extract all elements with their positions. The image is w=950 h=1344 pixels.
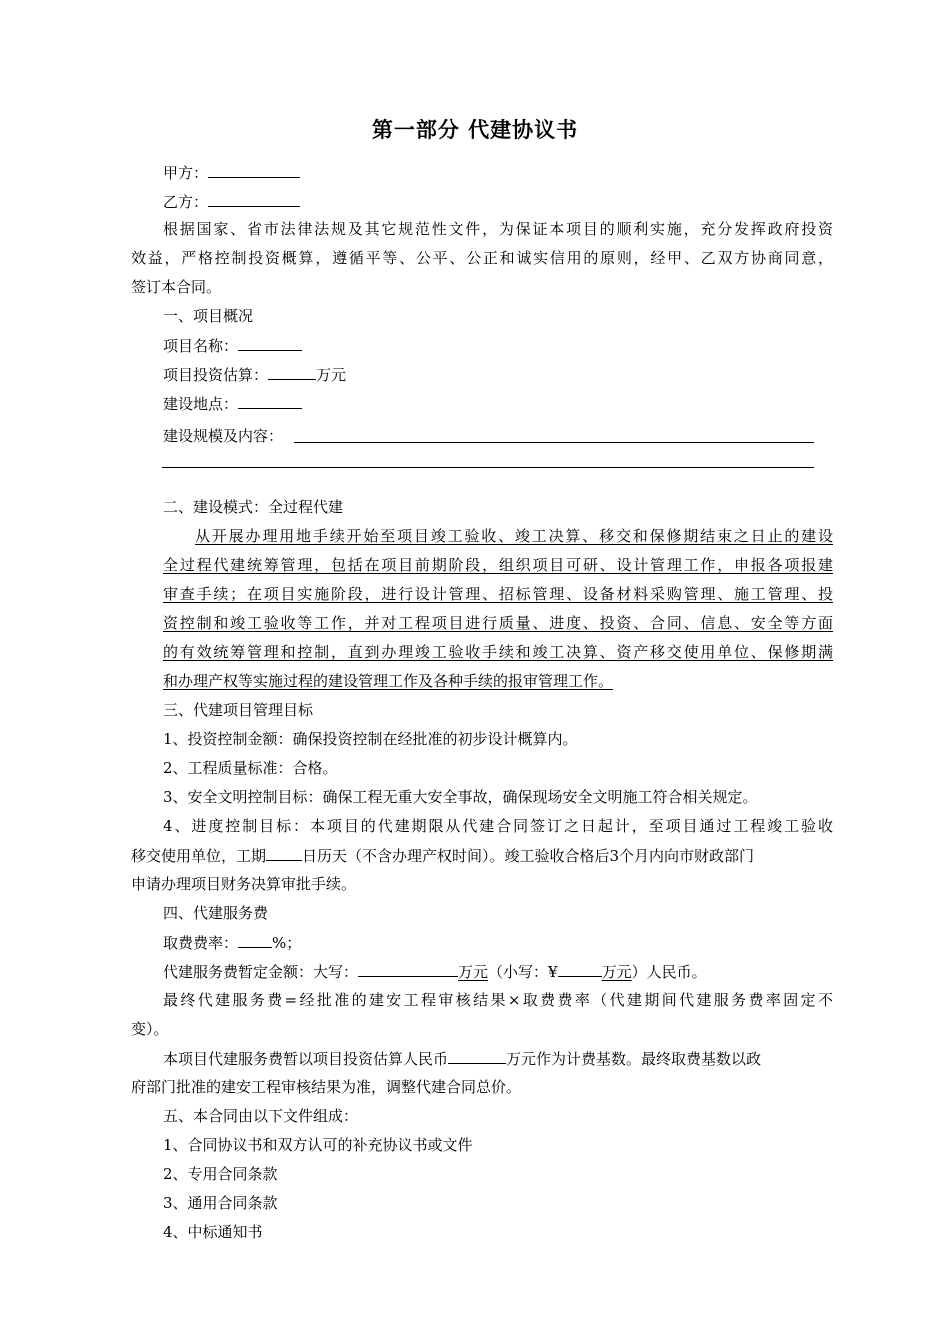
fee-amount-words-unit: 万元	[458, 963, 489, 981]
sec2-line-6: 和办理产权等实施过程的建设管理工作及各种手续的报审管理工作。	[163, 672, 614, 690]
sec2-line-3: 审查手续；在项目实施阶段，进行设计管理、招标管理、设备材料采购管理、施工管理、投	[163, 585, 833, 603]
project-scale-blank-1[interactable]	[294, 442, 814, 443]
fee-amount-figure-blank[interactable]	[558, 961, 602, 977]
party-b-line	[163, 191, 300, 212]
project-scale-label: 建设规模及内容：	[163, 427, 284, 445]
party-a-label: 甲方：	[163, 164, 209, 182]
section-5-heading: 五、本合同由以下文件组成：	[163, 1107, 359, 1125]
party-b-label: 乙方：	[163, 193, 209, 211]
fee-amount-figure-label: （小写：¥	[488, 963, 558, 981]
sec2-line-1: 从开展办理用地手续开始至项目竣工验收、竣工决算、移交和保修期结束之日止的建设	[195, 527, 833, 545]
fee-amount-figure-unit: 万元	[601, 963, 632, 981]
sec3-item-2: 2、工程质量标准：合格。	[163, 759, 338, 777]
sec3-item-4-line-2	[131, 845, 833, 866]
intro-line-3: 签订本合同。	[131, 278, 222, 296]
sec5-item-3: 3、通用合同条款	[163, 1194, 278, 1212]
project-name-line	[163, 335, 302, 356]
sec2-line-5: 的有效统筹管理和控制，直到办理竣工验收手续和竣工决算、资产移交使用单位、保修期满	[163, 643, 833, 661]
project-scale-blank-2[interactable]	[162, 467, 814, 468]
party-b-blank[interactable]	[208, 191, 300, 207]
fee-rate-label: 取费费率：	[163, 934, 239, 952]
project-name-blank[interactable]	[238, 335, 302, 351]
project-name-label: 项目名称：	[163, 337, 239, 355]
sec3-item-4-line-3: 申请办理项目财务决算审批手续。	[131, 875, 357, 893]
sec2-line-2: 全过程代建统筹管理，包括在项目前期阶段，组织项目可研、设计管理工作，申报各项报建	[163, 556, 833, 574]
page-title: 第一部分 代建协议书	[371, 118, 579, 142]
final-fee-line-2: 变）。	[131, 1020, 169, 1038]
fee-rate-blank[interactable]	[238, 932, 272, 948]
sec5-item-4: 4、中标通知书	[163, 1223, 263, 1241]
sec3-item-1: 1、投资控制金额：确保投资控制在经批准的初步设计概算内。	[163, 730, 578, 748]
party-a-blank[interactable]	[208, 162, 300, 178]
sec3-item-4-line-2-b: 日历天（不含办理产权时间）。竣工验收合格后3个月内向市财政部门	[302, 847, 755, 865]
section-3-heading: 三、代建项目管理目标	[163, 701, 314, 719]
party-a-line	[163, 162, 300, 183]
intro-line-1: 根据国家、省市法律法规及其它规范性文件，为保证本项目的顺利实施，充分发挥政府投资	[163, 220, 833, 238]
fee-base-blank[interactable]	[448, 1048, 506, 1064]
fee-base-line-1-b: 万元作为计费基数。最终取费基数以政	[506, 1050, 762, 1068]
fee-amount-suffix: ）人民币。	[631, 963, 707, 981]
fee-amount-label: 代建服务费暂定金额：大写：	[163, 963, 359, 981]
project-estimate-unit: 万元	[316, 366, 347, 384]
project-location-blank[interactable]	[238, 393, 302, 409]
project-location-line	[163, 393, 302, 414]
project-location-label: 建设地点：	[163, 395, 239, 413]
sec3-item-3: 3、安全文明控制目标：确保工程无重大安全事故，确保现场安全文明施工符合相关规定。	[163, 788, 758, 806]
fee-base-line-1	[163, 1048, 833, 1069]
fee-rate-unit: %；	[272, 934, 302, 952]
sec5-item-2: 2、专用合同条款	[163, 1165, 278, 1183]
fee-rate-line	[163, 932, 301, 953]
section-1-heading: 一、项目概况	[163, 307, 254, 325]
project-estimate-line	[163, 364, 346, 385]
sec3-item-4-line-2-a: 移交使用单位，工期	[131, 847, 267, 865]
sec3-item-4-line-1: 4、进度控制目标：本项目的代建期限从代建合同签订之日起计，至项目通过工程竣工验收	[163, 817, 833, 835]
duration-blank[interactable]	[266, 845, 302, 861]
final-fee-line-1: 最终代建服务费=经批准的建安工程审核结果×取费费率（代建期间代建服务费率固定不	[163, 991, 833, 1009]
sec5-item-1: 1、合同协议书和双方认可的补充协议书或文件	[163, 1136, 473, 1154]
sec2-line-4: 资控制和竣工验收等工作，并对工程项目进行质量、进度、投资、合同、信息、安全等方面	[163, 614, 833, 632]
fee-amount-words-blank[interactable]	[358, 961, 458, 977]
project-estimate-blank[interactable]	[268, 364, 316, 380]
fee-amount-line	[163, 961, 707, 982]
fee-base-line-1-a: 本项目代建服务费暂以项目投资估算人民币	[163, 1050, 449, 1068]
intro-line-2: 效益，严格控制投资概算，遵循平等、公平、公正和诚实信用的原则，经甲、乙双方协商同意，	[131, 249, 833, 267]
fee-base-line-2: 府部门批准的建安工程审核结果为准，调整代建合同总价。	[131, 1078, 522, 1096]
project-estimate-label: 项目投资估算：	[163, 366, 269, 384]
section-4-heading: 四、代建服务费	[163, 904, 269, 922]
section-2-heading: 二、建设模式：全过程代建	[163, 498, 344, 516]
